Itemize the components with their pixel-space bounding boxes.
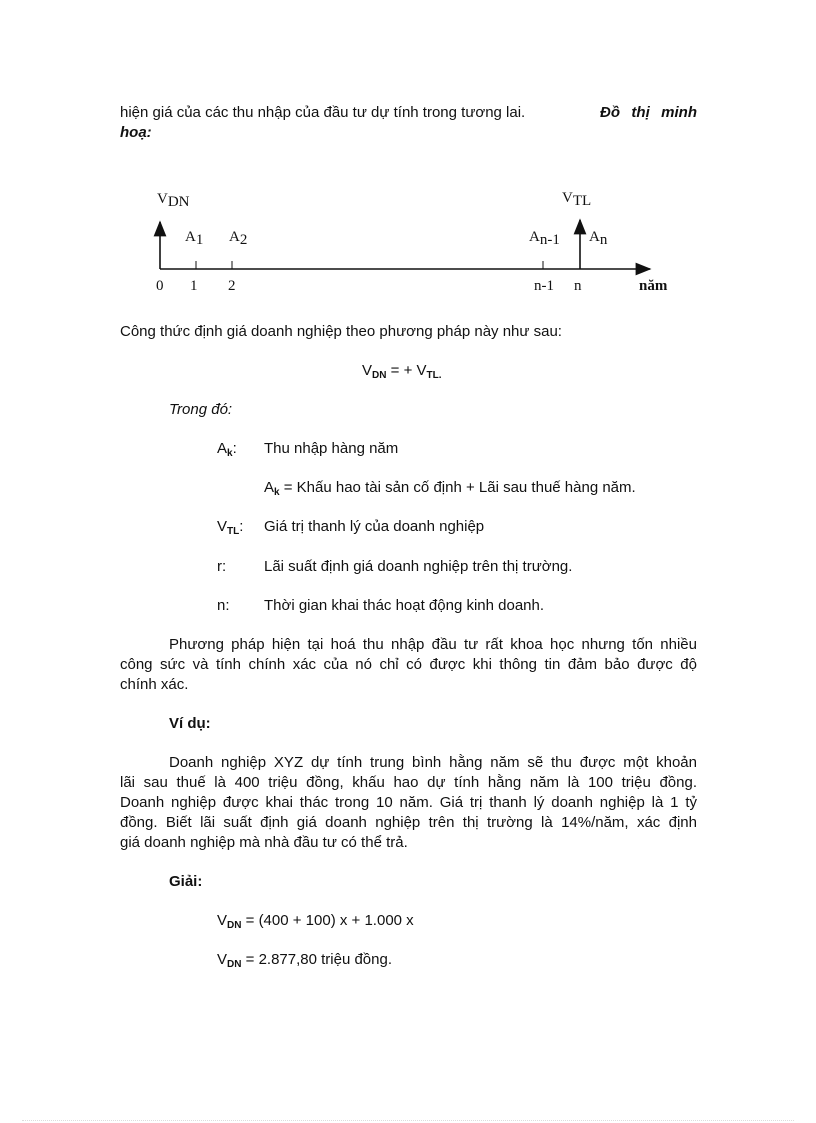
formula-intro: Công thức định giá doanh nghiệp theo phương pháp này như sau: bbox=[120, 323, 562, 340]
definition-n-desc: Thời gian khai thác hoạt động kinh doanh. bbox=[264, 597, 545, 614]
tick-label-0: 0 bbox=[156, 278, 164, 294]
paragraph-1-line-1: Phương pháp hiện tại hoá thu nhập đầu tư rất khoa học nhưng tốn nhiều bbox=[169, 636, 697, 653]
paragraph-2-line-1: Doanh nghiệp XYZ dự tính trung bình hằng năm sẽ thu được một khoản bbox=[169, 754, 697, 771]
tick-label-n: n bbox=[574, 278, 582, 294]
label-a1: A1 bbox=[185, 229, 204, 248]
definition-r-desc: Lãi suất định giá doanh nghiệp trên thị trường. bbox=[264, 558, 573, 575]
paragraph-1-line-2: công sức và tính chính xác của nó chỉ có được khi thông tin đảm bảo được độ bbox=[120, 656, 697, 673]
label-vdn: VDN bbox=[157, 191, 190, 210]
cash-flow-timeline bbox=[140, 180, 680, 300]
definition-vtl-symbol: $V_{TL}$: bbox=[217, 518, 244, 537]
example-heading: Ví dụ: bbox=[169, 715, 211, 732]
solution-line-2: $V_{DN} = 2.877,80$ triệu đồng. bbox=[217, 951, 393, 970]
label-an: An bbox=[589, 229, 608, 248]
paragraph-2-line-3: Doanh nghiệp được khai thác trong 10 năm. Giá trị thanh lý doanh nghiệp là 1 tỷ bbox=[120, 794, 697, 811]
solution-heading: Giải: bbox=[169, 873, 203, 890]
formula-rhs-sub: TL. bbox=[426, 370, 442, 381]
solution-line-1: $V_{DN} = (400 + 100) x + 1.000$ x bbox=[217, 912, 414, 931]
formula-lhs-sub: DN bbox=[372, 370, 387, 381]
axis-label-year: năm bbox=[639, 278, 668, 294]
tick-label-n-1: n-1 bbox=[534, 278, 554, 294]
page-bottom-border bbox=[22, 1120, 794, 1121]
diagram-heading: Đồ thị minh bbox=[600, 104, 697, 121]
definition-ak-desc: Thu nhập hàng năm bbox=[264, 440, 399, 457]
paragraph-2-line-5: giá doanh nghiệp mà nhà đầu tư có thể trả. bbox=[120, 834, 408, 851]
where-label: Trong đó: bbox=[169, 401, 233, 418]
definition-vtl-desc: Giá trị thanh lý của doanh nghiệp bbox=[264, 518, 485, 535]
paragraph-2-line-2: lãi sau thuế là 400 triệu đồng, khấu hao dự tính hằng năm là 100 triệu đồng. bbox=[120, 774, 697, 791]
valuation-formula bbox=[362, 362, 442, 380]
definition-ak-formula: $A_k$ = Khấu hao tài sản cố định + Lãi sau thuế hàng năm. bbox=[264, 479, 636, 498]
tick-label-1: 1 bbox=[190, 278, 198, 294]
paragraph-2-line-4: đồng. Biết lãi suất định giá doanh nghiệp trên thị trường là 14%/năm, xác định bbox=[120, 814, 697, 831]
diagram-heading-continued: hoạ: bbox=[120, 124, 152, 141]
tick-label-2: 2 bbox=[228, 278, 236, 294]
intro-text: hiện giá của các thu nhập của đầu tư dự tính trong tương lai. bbox=[120, 104, 526, 121]
timeline-svg bbox=[140, 180, 680, 300]
definition-r-symbol: r: bbox=[217, 558, 227, 575]
label-an-1: An-1 bbox=[529, 229, 560, 248]
paragraph-1-line-3: chính xác. bbox=[120, 676, 189, 693]
definition-n-symbol: n: bbox=[217, 597, 230, 614]
formula-lhs: V bbox=[362, 362, 373, 379]
label-vtl: VTL bbox=[562, 190, 592, 209]
formula-mid: = + V bbox=[386, 362, 427, 379]
definition-ak-symbol: $A_k$: bbox=[217, 440, 237, 459]
label-a2: A2 bbox=[229, 229, 248, 248]
